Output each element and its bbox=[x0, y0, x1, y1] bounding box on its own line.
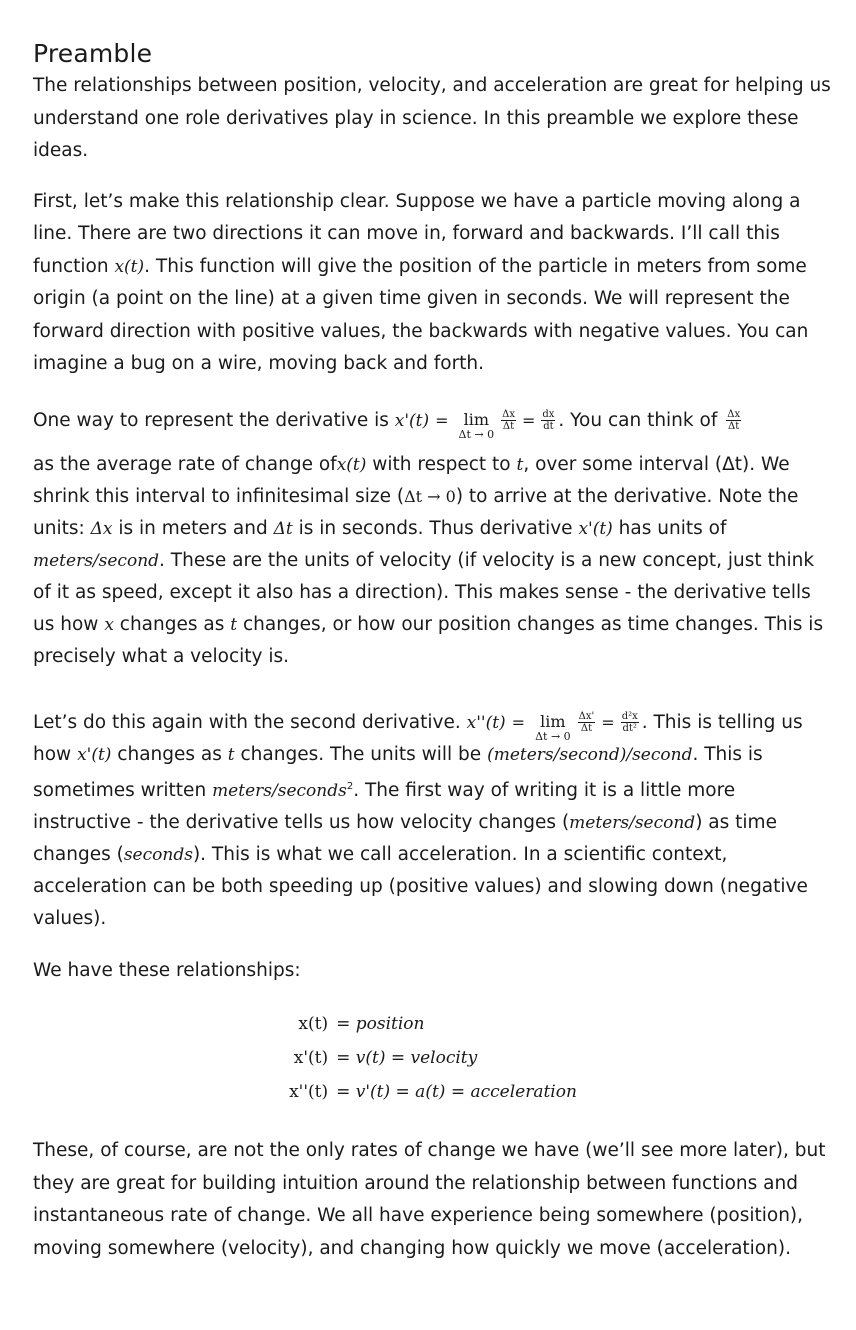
math-x-of-t: x(t) bbox=[114, 256, 145, 277]
limit-word: lim bbox=[463, 409, 489, 429]
math-units: meters/second bbox=[569, 812, 696, 833]
denominator: dt bbox=[543, 421, 554, 432]
text: is in seconds. Thus derivative bbox=[292, 517, 579, 539]
equation-lhs: x''(t) bbox=[289, 1082, 329, 1103]
fraction bbox=[578, 711, 596, 734]
limit-word: lim bbox=[540, 711, 566, 731]
math: Δt → 0 bbox=[404, 486, 456, 506]
math-units: meters/second bbox=[33, 550, 160, 571]
denominator: Δt bbox=[728, 421, 740, 432]
math-equals: = bbox=[521, 410, 536, 430]
equation-rhs: = v'(t) = a(t) = acceleration bbox=[336, 1082, 577, 1103]
text: ). This is what we call acceleration. In a scientific context, acceleration can be both speeding up (positive values) and slowing down (negative values). bbox=[33, 843, 808, 929]
numerator: Δx' bbox=[578, 711, 595, 722]
equation-lhs: x'(t) bbox=[293, 1048, 329, 1069]
math: t bbox=[516, 454, 524, 475]
math-equals: = bbox=[511, 712, 526, 732]
math-units: meters/seconds bbox=[212, 780, 347, 801]
text: . These are the units of velocity (if velocity is a new concept, just think of it as speed, except it also has a direction). This makes sense - the derivative tells us how bbox=[33, 549, 815, 635]
math-equals: = bbox=[601, 712, 615, 732]
fraction-dx-dt bbox=[501, 409, 516, 432]
limit-subscript: Δt → 0 bbox=[535, 729, 571, 743]
text: is in meters and bbox=[112, 517, 274, 539]
text: . This is sometimes written bbox=[33, 743, 763, 801]
equation-lhs: x(t) bbox=[298, 1014, 329, 1035]
text: changes as bbox=[113, 613, 231, 635]
text: First, let’s make this relationship clear. Suppose we have a particle moving along a line. There are two directions it can move in, forward and backwards. I’ll call this function bbox=[33, 190, 801, 277]
fraction-second-derivative bbox=[621, 711, 639, 734]
paragraph-first-derivative bbox=[33, 405, 833, 673]
math-x-double-prime: x''(t) bbox=[466, 712, 506, 733]
text: changes, or how our position changes as time changes. This is precisely what a velocity is. bbox=[33, 613, 824, 667]
text: . You can think of bbox=[558, 409, 724, 431]
page-title: Preamble bbox=[33, 39, 153, 68]
numerator: Δx bbox=[727, 409, 741, 420]
text: with respect to bbox=[366, 453, 517, 475]
equation-row-position bbox=[289, 1007, 577, 1041]
fraction-delta bbox=[726, 409, 741, 432]
text: changes. The units will be bbox=[234, 743, 488, 765]
fraction-dx-dt-leibniz bbox=[541, 409, 555, 432]
intro-paragraph: The relationships between position, velocity, and acceleration are great for helping us understand one role derivatives play in science. In this preamble we explore these ideas. bbox=[33, 75, 831, 161]
limit bbox=[535, 711, 571, 744]
text: . This function will give the position of the particle in meters from some origin (a point on the line) at a given time given in seconds. We will represent the forward direction with positive values, the backwards with negative values. You can imagine a bug on a wire, moving back and forth. bbox=[33, 255, 809, 374]
numerator: dx bbox=[542, 409, 555, 420]
document bbox=[33, 38, 833, 1265]
paragraph-second-derivative bbox=[33, 707, 833, 935]
math: x bbox=[104, 614, 114, 635]
denominator: Δt bbox=[580, 723, 593, 734]
math-equals: = bbox=[435, 410, 449, 430]
paragraph-relationships-intro: We have these relationships: bbox=[33, 959, 301, 981]
text: , over some interval (Δt). We shrink this interval to infinitesimal size ( bbox=[33, 453, 790, 507]
math-x-prime: x'(t) bbox=[394, 410, 430, 431]
text: . The first way of writing it is a little more instructive - the derivative tells us how velocity changes ( bbox=[33, 779, 736, 833]
equation-row-acceleration bbox=[289, 1075, 577, 1109]
math: x'(t) bbox=[77, 744, 112, 765]
equation-block bbox=[289, 1007, 577, 1109]
denominator: dt² bbox=[622, 723, 637, 734]
equation-rhs: = position bbox=[336, 1014, 425, 1035]
math: t bbox=[230, 614, 238, 635]
text: has units of bbox=[612, 517, 727, 539]
text: ) as time changes ( bbox=[33, 811, 777, 865]
superscript: 2 bbox=[346, 780, 354, 792]
equation-row-velocity bbox=[289, 1041, 577, 1075]
text: . This is telling us how bbox=[33, 711, 803, 765]
limit bbox=[458, 409, 495, 442]
text: ) to arrive at the derivative. Note the units: bbox=[33, 485, 799, 539]
paragraph-position-function bbox=[33, 186, 833, 381]
math: t bbox=[227, 744, 235, 765]
closing-paragraph: These, of course, are not the only rates of change we have (we’ll see more later), but they are great for building intuition around the relationship between functions and instantaneous rate of change. We all have experience being somewhere (position), moving somewhere (velocity), and changing how quickly we move (acceleration). bbox=[33, 1140, 826, 1259]
math: Δt bbox=[273, 518, 293, 539]
math: x(t) bbox=[336, 454, 367, 475]
text: changes as bbox=[111, 743, 228, 765]
math-units: seconds bbox=[123, 844, 193, 865]
text: as the average rate of change of bbox=[33, 453, 337, 475]
equation-rhs: = v(t) = velocity bbox=[336, 1048, 478, 1069]
math: Δx bbox=[90, 518, 113, 539]
text: One way to represent the derivative is bbox=[33, 409, 395, 431]
math-units: (meters/second)/second bbox=[487, 744, 693, 765]
numerator: d²x bbox=[621, 711, 638, 722]
limit-subscript: Δt → 0 bbox=[458, 427, 495, 441]
denominator: Δt bbox=[502, 421, 515, 432]
numerator: Δx bbox=[502, 409, 515, 420]
math: x'(t) bbox=[578, 518, 613, 539]
text: Let’s do this again with the second derivative. bbox=[33, 711, 467, 733]
